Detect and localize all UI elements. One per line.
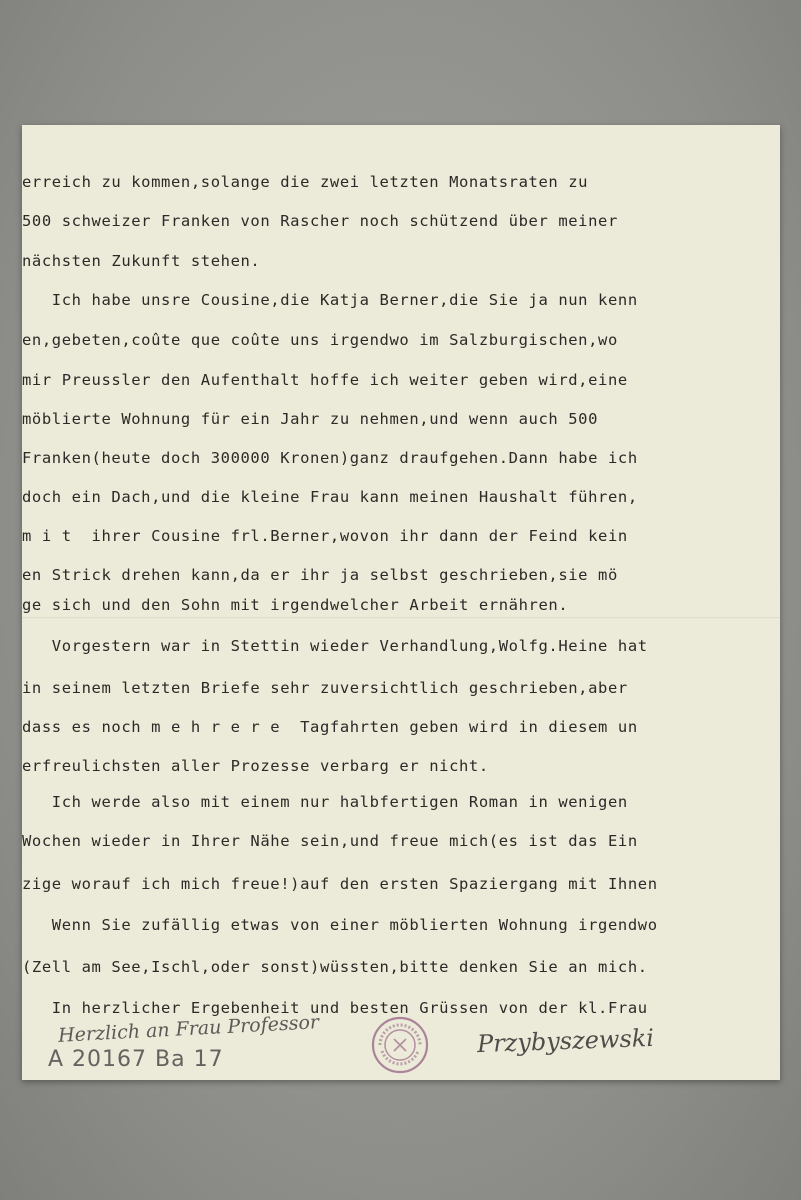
letter-line: möblierte Wohnung für ein Jahr zu nehmen,und wenn auch 500 <box>22 410 599 428</box>
letter-line: Wenn Sie zufällig etwas von einer möblierten Wohnung irgendwo <box>22 916 658 934</box>
library-stamp <box>370 1015 430 1075</box>
letter-line: erreich zu kommen,solange die zwei letzten Monatsraten zu <box>22 173 589 191</box>
letter-line: m i t ihrer Cousine frl.Berner,wovon ihr dann der Feind kein <box>22 527 628 545</box>
letter-line: Ich werde also mit einem nur halbfertigen Roman in wenigen <box>22 793 628 811</box>
handwritten-signature: Przybyszewski <box>476 1023 655 1059</box>
faded-carbon-trace <box>62 155 462 169</box>
letter-line: erfreulichsten aller Prozesse verbarg er nicht. <box>22 757 489 775</box>
letter-line: en,gebeten,coûte que coûte uns irgendwo im Salzburgischen,wo <box>22 331 618 349</box>
letter-sheet <box>22 125 780 1080</box>
letter-line: en Strick drehen kann,da er ihr ja selbst geschrieben,sie mö <box>22 566 618 584</box>
paper-fold-crease <box>22 617 780 620</box>
letter-line: Wochen wieder in Ihrer Nähe sein,und freue mich(es ist das Ein <box>22 832 638 850</box>
handwritten-dedication: Herzlich an Frau Professor <box>57 1011 320 1047</box>
letter-line: in seinem letzten Briefe sehr zuversichtlich geschrieben,aber <box>22 679 628 697</box>
letter-line: ge sich und den Sohn mit irgendwelcher Arbeit ernähren. <box>22 596 569 614</box>
letter-line: zige worauf ich mich freue!)auf den ersten Spaziergang mit Ihnen <box>22 875 658 893</box>
letter-line: dass es noch m e h r e r e Tagfahrten geben wird in diesem un <box>22 718 638 736</box>
letter-line: (Zell am See,Ischl,oder sonst)wüssten,bitte denken Sie an mich. <box>22 958 648 976</box>
letter-line: In herzlicher Ergebenheit und besten Grüssen von der kl.Frau <box>22 999 648 1017</box>
letter-line: Vorgestern war in Stettin wieder Verhandlung,Wolfg.Heine hat <box>22 637 648 655</box>
archive-shelfmark: A 20167 Ba 17 <box>48 1047 224 1072</box>
letter-line: nächsten Zukunft stehen. <box>22 252 261 270</box>
letter-line: mir Preussler den Aufenthalt hoffe ich weiter geben wird,eine <box>22 371 628 389</box>
letter-line: Ich habe unsre Cousine,die Katja Berner,die Sie ja nun kenn <box>22 291 638 309</box>
letter-line: Franken(heute doch 300000 Kronen)ganz draufgehen.Dann habe ich <box>22 449 638 467</box>
letter-line: 500 schweizer Franken von Rascher noch schützend über meiner <box>22 212 618 230</box>
letter-line: doch ein Dach,und die kleine Frau kann meinen Haushalt führen, <box>22 488 638 506</box>
